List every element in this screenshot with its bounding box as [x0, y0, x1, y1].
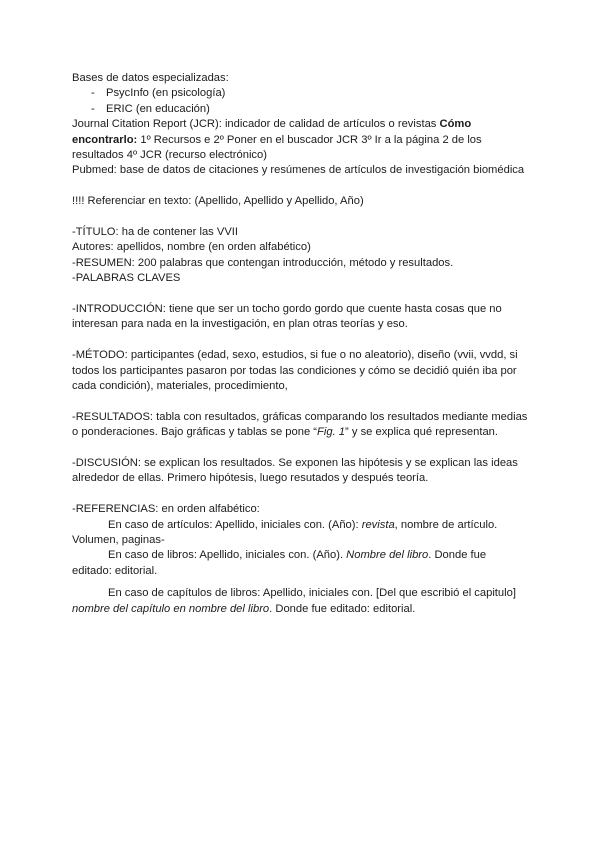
ref-articulos-italic: revista [361, 518, 395, 531]
list-item [72, 102, 528, 117]
discusion-paragraph: -DISCUSIÓN: se explican los resultados. Se exponen las hipótesis y se explican las ideas alrededor de ellas. Primero hipótesis, luego resutados y después teoría. [72, 457, 518, 485]
jcr-paragraph [72, 117, 528, 163]
ref-libros [72, 548, 528, 579]
list-dash: - [91, 102, 95, 115]
list-dash: - [91, 87, 95, 100]
list-item-label: PsycInfo (en psicología) [106, 87, 226, 100]
introduccion-paragraph: -INTRODUCCIÓN: tiene que ser un tocho gordo gordo que cuente hasta cosas que no interesan para nada en la investigación, en plan otras teorías y eso. [72, 303, 502, 331]
ref-capitulos-text: En caso de capítulos de libros: Apellido, iniciales con. [Del que escribió el capitulo] [108, 587, 516, 600]
resumen-line: -RESUMEN: 200 palabras que contengan introducción, método y resultados. [72, 256, 454, 269]
jcr-text: Journal Citation Report (JCR): indicador de calidad de artículos o revistas [72, 118, 440, 131]
fig-label: Fig. 1 [317, 426, 346, 439]
list-item-label: ERIC (en educación) [106, 102, 210, 115]
ref-capitulos-end: . Donde fue editado: editorial. [269, 602, 416, 615]
databases-heading: Bases de datos especializadas: [72, 72, 229, 84]
document-page [72, 71, 528, 617]
ref-capitulos [72, 586, 528, 617]
list-item [72, 86, 528, 101]
metodo-paragraph: -MÉTODO: participantes (edad, sexo, estudios, si fue o no aleatorio), diseño (vvii, vvdd, si todos los participantes pasaron por todas las condiciones y cómo se decidió quién iba por cada condición), materiales, procedimiento, [72, 349, 518, 393]
cite-note: !!!! Referenciar en texto: (Apellido, Apellido y Apellido, Año) [72, 195, 364, 208]
ref-articulos [72, 518, 528, 549]
pubmed-line: Pubmed: base de datos de citaciones y resúmenes de artículos de investigación biomédica [72, 164, 525, 177]
ref-libros-text: En caso de libros: Apellido, iniciales con. (Año). [108, 549, 347, 562]
resultados-text-end: ” y se explica qué representan. [345, 426, 499, 439]
autores-line: Autores: apellidos, nombre (en orden alfabético) [72, 241, 311, 254]
jcr-steps: 1º Recursos e 2º Poner en el buscador JCR 3º Ir a la página 2 de los resultados 4º JCR (recurso electrónico) [72, 133, 482, 162]
ref-articulos-end: , nombre de artículo. Volumen, paginas- [72, 518, 498, 547]
resultados-text: -RESULTADOS: tabla con resultados, gráficas comparando los resultados mediante medias o ponderaciones. Bajo gráficas y tablas se pone “ [72, 410, 528, 439]
palabras-line: -PALABRAS CLAVES [72, 272, 181, 285]
referencias-heading: -REFERENCIAS: en orden alfabético: [72, 503, 260, 516]
ref-libros-end: . Donde fue editado: editorial. [72, 549, 487, 577]
ref-libros-italic: Nombre del libro [346, 549, 429, 562]
ref-articulos-text: En caso de artículos: Apellido, iniciales con. (Año): [108, 518, 362, 531]
jcr-bold-label: Cómo encontrarlo: [72, 118, 472, 146]
resultados-paragraph [72, 410, 528, 441]
titulo-line: -TÍTULO: ha de contener las VVII [72, 226, 239, 239]
ref-capitulos-italic: nombre del capítulo en nombre del libro [72, 602, 270, 615]
